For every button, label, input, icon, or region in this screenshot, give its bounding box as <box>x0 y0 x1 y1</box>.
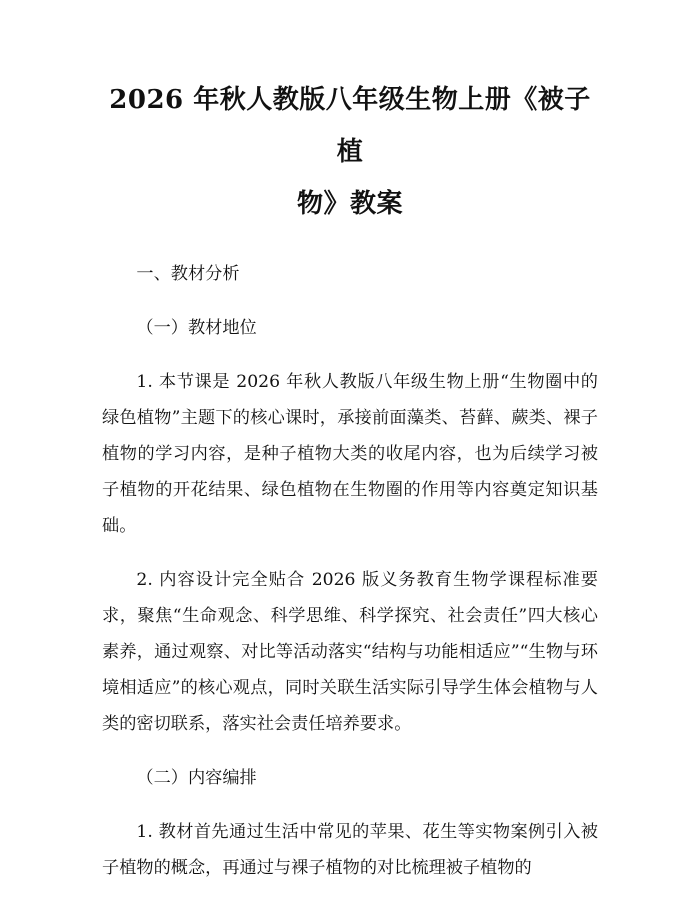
paragraph-position-1: 1. 本节课是 2026 年秋人教版八年级生物上册“生物圈中的绿色植物”主题下的核心课时，承接前面藻类、苔藓、蕨类、裸子植物的学习内容，是种子植物大类的收尾内容，也为后续学习被子植物的开花结果、绿色植物在生物圈的作用等内容奠定知识基础。 <box>102 372 598 536</box>
document-body <box>102 256 598 886</box>
title-line-1: 2026 年秋人教版八年级生物上册《被子植 <box>109 85 591 167</box>
section-heading-textbook-analysis: 一、教材分析 <box>136 264 240 284</box>
subsection-heading-content-arrangement: （二）内容编排 <box>136 768 257 788</box>
document-title <box>102 74 598 230</box>
subsection-heading-textbook-position: （一）教材地位 <box>136 318 257 338</box>
paragraph-position-2: 2. 内容设计完全贴合 2026 版义务教育生物学课程标准要求，聚焦“生命观念、科学思维、科学探究、社会责任”四大核心素养，通过观察、对比等活动落实“结构与功能相适应”“生物与环境相适应”的核心观点，同时关联生活实际引导学生体会植物与人类的密切联系，落实社会责任培养要求。 <box>102 570 598 734</box>
title-line-2: 物》教案 <box>296 189 403 219</box>
paragraph-arrangement-1: 1. 教材首先通过生活中常见的苹果、花生等实物案例引入被子植物的概念，再通过与裸子植物的对比梳理被子植物的 <box>102 822 598 878</box>
